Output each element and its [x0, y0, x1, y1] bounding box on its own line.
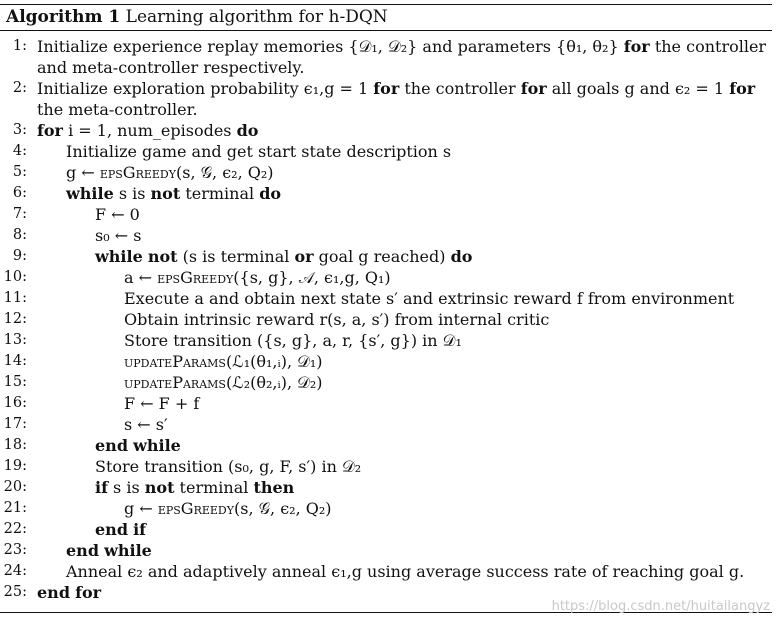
- line-text: if s is not terminal then: [95, 478, 295, 497]
- line-number: 9:: [12, 248, 27, 264]
- line-number: 23:: [3, 542, 27, 558]
- algorithm-line: [0, 330, 772, 351]
- algorithm-line: [0, 246, 772, 267]
- algorithm-line: [0, 351, 772, 372]
- algorithm-line: [0, 267, 772, 288]
- line-text: Initialize experience replay memories {𝒟₁, 𝒟₂} and parameters {θ₁, θ₂} for the controller: [37, 37, 767, 56]
- line-number: 19:: [3, 458, 27, 474]
- algorithm-line: [0, 372, 772, 393]
- line-number: 8:: [12, 227, 27, 243]
- line-text: F ← 0: [95, 205, 140, 224]
- line-text: while not (s is terminal or goal g reached) do: [95, 247, 473, 266]
- line-text: Initialize game and get start state description s: [66, 142, 452, 161]
- algorithm-line: [0, 561, 772, 582]
- line-number: 22:: [3, 521, 27, 537]
- line-number: 17:: [3, 416, 27, 432]
- algorithm-line: [0, 540, 772, 561]
- line-number: 5:: [12, 164, 27, 180]
- line-number: 14:: [3, 353, 27, 369]
- line-number: 18:: [3, 437, 27, 453]
- line-number: 16:: [3, 395, 27, 411]
- line-number: 24:: [3, 563, 27, 579]
- algorithm-line: [0, 288, 772, 309]
- line-text: updateParams(ℒ₁(θ₁,ᵢ), 𝒟₁): [124, 352, 323, 371]
- line-number: 11:: [3, 290, 27, 306]
- line-number: 15:: [3, 374, 27, 390]
- algorithm-body: [0, 36, 772, 603]
- line-number: 4:: [12, 143, 27, 159]
- line-text: end while: [95, 436, 181, 455]
- line-text: Initialize exploration probability ϵ₁,g = 1 for the controller for all goals g and ϵ₂ = 1 for: [37, 79, 756, 98]
- algorithm-line: [0, 477, 772, 498]
- line-text: for i = 1, num_episodes do: [37, 121, 259, 140]
- algorithm-line: [0, 393, 772, 414]
- line-text: end while: [66, 541, 152, 560]
- line-number: 2:: [12, 80, 27, 96]
- algorithm-line: [0, 309, 772, 330]
- line-text: Execute a and obtain next state s′ and extrinsic reward f from environment: [124, 289, 735, 308]
- algorithm-line: [0, 456, 772, 477]
- algorithm-line: [0, 57, 772, 78]
- line-text: g ← epsGreedy(s, 𝒢, ϵ₂, Q₂): [124, 499, 332, 518]
- algorithm-line: [0, 498, 772, 519]
- line-text: s ← s′: [124, 415, 168, 434]
- line-text: s₀ ← s: [95, 226, 142, 245]
- line-text: the meta-controller.: [37, 100, 198, 119]
- line-number: 13:: [3, 332, 27, 348]
- line-text: while s is not terminal do: [66, 184, 282, 203]
- algorithm-line: [0, 120, 772, 141]
- line-text: Store transition (s₀, g, F, s′) in 𝒟₂: [95, 457, 362, 476]
- watermark: https://blog.csdn.net/huitailangyz: [551, 599, 770, 614]
- algorithm-title: Learning algorithm for h-DQN: [125, 7, 388, 27]
- algorithm-line: [0, 204, 772, 225]
- line-text: end if: [95, 520, 147, 539]
- line-text: F ← F + f: [124, 394, 200, 413]
- algorithm-line: [0, 99, 772, 120]
- caption-rule: [0, 30, 772, 31]
- algorithm-label: Algorithm 1: [6, 7, 121, 27]
- line-number: 3:: [12, 122, 27, 138]
- algorithm-line: [0, 519, 772, 540]
- algorithm-caption: [6, 6, 388, 28]
- line-number: 12:: [3, 311, 27, 327]
- line-text: and meta-controller respectively.: [37, 58, 305, 77]
- algorithm-line: [0, 36, 772, 57]
- line-text: updateParams(ℒ₂(θ₂,ᵢ), 𝒟₂): [124, 373, 323, 392]
- line-text: Anneal ϵ₂ and adaptively anneal ϵ₁,g using average success rate of reaching goal g.: [66, 562, 745, 581]
- line-number: 21:: [3, 500, 27, 516]
- line-text: Obtain intrinsic reward r(s, a, s′) from internal critic: [124, 310, 550, 329]
- line-text: end for: [37, 583, 102, 602]
- line-number: 10:: [3, 269, 27, 285]
- line-text: a ← epsGreedy({s, g}, 𝒜, ϵ₁,g, Q₁): [124, 268, 391, 287]
- algorithm-line: [0, 78, 772, 99]
- line-number: 25:: [3, 584, 27, 600]
- algorithm-line: [0, 414, 772, 435]
- line-number: 6:: [12, 185, 27, 201]
- line-text: g ← epsGreedy(s, 𝒢, ϵ₂, Q₂): [66, 163, 274, 182]
- algorithm-line: [0, 225, 772, 246]
- line-number: 7:: [12, 206, 27, 222]
- line-text: Store transition ({s, g}, a, r, {s′, g}) in 𝒟₁: [124, 331, 462, 350]
- algorithm-line: [0, 183, 772, 204]
- algorithm-line: [0, 141, 772, 162]
- line-number: 1:: [12, 38, 27, 54]
- algorithm-line: [0, 435, 772, 456]
- line-number: 20:: [3, 479, 27, 495]
- top-rule: [0, 4, 772, 5]
- algorithm-line: [0, 162, 772, 183]
